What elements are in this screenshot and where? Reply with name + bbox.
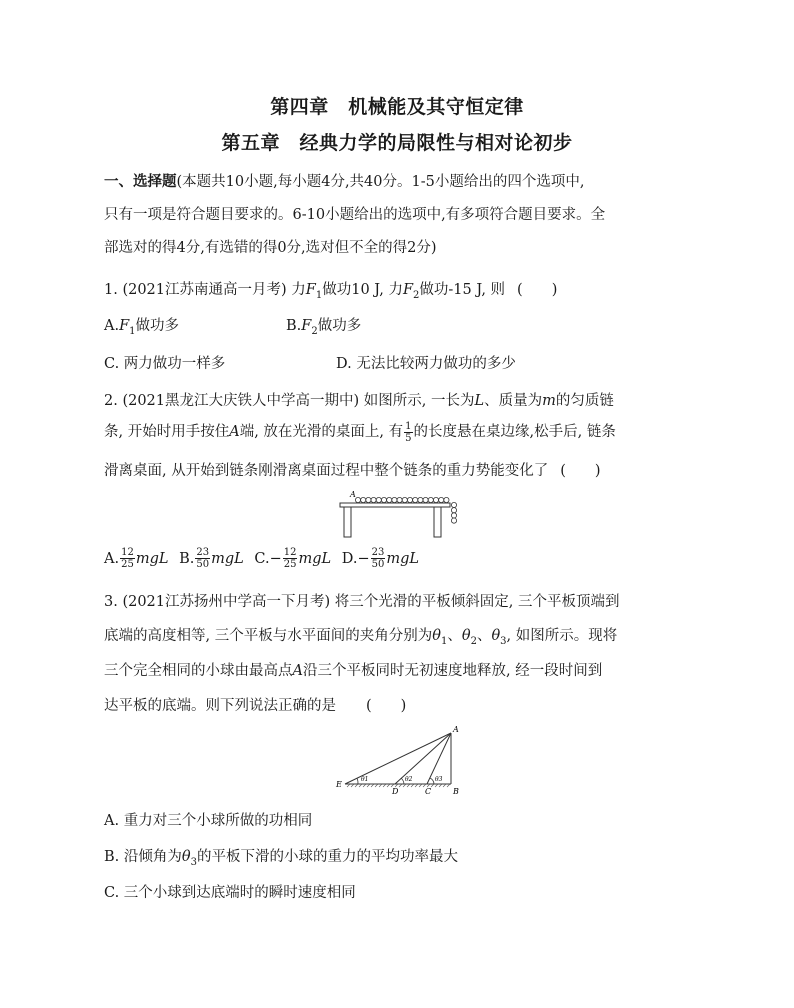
- q3-option-b-text-2: 的平板下滑的小球的重力的平均功率最大: [196, 849, 458, 865]
- q3-theta-3-sub: 3: [500, 635, 507, 647]
- chain-link: [376, 497, 381, 502]
- q3-sep-1: 、: [447, 628, 462, 644]
- q2-fraction-num: 1: [405, 420, 412, 432]
- q3-option-b-theta: θ: [181, 849, 191, 865]
- q1-option-a-sub: 1: [129, 325, 136, 337]
- fig-label-e: E: [336, 780, 342, 789]
- q1-mid-2: 做功-15 J, 则: [419, 282, 506, 298]
- q1-option-a-label: A.: [104, 318, 120, 334]
- q3-theta-1-sub: 1: [440, 635, 448, 647]
- q2-option-d-den: 50: [371, 559, 385, 570]
- q2-fraction: [404, 421, 412, 444]
- q1-stem: [104, 278, 704, 301]
- section-intro-line-2: 只有一项是符合题目要求的。6-10小题给出的选项中,有多项符合题目要求。全: [104, 207, 606, 223]
- q2-option-a: [104, 547, 169, 570]
- q3-stem-line-4: [104, 694, 704, 715]
- q1-option-a-text: 做功多: [135, 318, 180, 334]
- q2-figure-label-a: A: [350, 490, 356, 499]
- chain-link-hanging: [451, 502, 456, 507]
- q3-stem-line-3: [104, 659, 704, 680]
- q2-answer-bracket: ( ): [560, 463, 601, 479]
- q2-option-b-fraction: [195, 547, 210, 570]
- table-leg-left: [344, 507, 351, 537]
- q2-text-2: 、质量为: [484, 393, 543, 409]
- q2-option-d-expr: mgL: [386, 550, 420, 567]
- chain-link: [392, 497, 397, 502]
- q1-f1-sub: 1: [315, 289, 323, 301]
- chain-link: [402, 497, 407, 502]
- q1-option-c: C. 两力做功一样多: [104, 356, 226, 372]
- q2-text-5: 端, 放在光滑的桌面上, 有: [239, 424, 404, 440]
- section-intro-line-3: 部选对的得4分,有选错的得0分,选对但不全的得2分): [104, 240, 437, 256]
- q2-text-3: 的匀质链: [555, 393, 614, 409]
- q1-option-b-label: B.: [286, 318, 302, 334]
- section-intro-text-1: (本题共10小题,每小题4分,共40分。1-5小题给出的四个选项中,: [176, 174, 585, 190]
- chain-link: [428, 497, 433, 502]
- q1-option-d: D. 无法比较两力做功的多少: [336, 356, 516, 372]
- chain-link: [418, 497, 423, 502]
- q2-option-c-num: 12: [283, 547, 297, 558]
- chain-link: [397, 497, 402, 502]
- angle-arc-1: [357, 778, 358, 784]
- q2-stem-line-1: [104, 389, 704, 410]
- chain-link: [371, 497, 376, 502]
- q1-option-b: [286, 314, 361, 337]
- chain-link: [439, 497, 444, 502]
- q2-var-l: L: [474, 393, 485, 409]
- q2-option-a-den: 25: [121, 559, 134, 570]
- chain-link: [387, 497, 392, 502]
- q3-text-2: , 如图所示。现将: [506, 628, 618, 644]
- q1-f2-var: F: [402, 282, 414, 298]
- q2-option-a-num: 12: [121, 547, 134, 558]
- q3-stem-line-1: 3. (2021江苏扬州中学高一下月考) 将三个光滑的平板倾斜固定, 三个平板顶端到: [104, 594, 620, 610]
- q2-option-b-num: 23: [196, 547, 210, 558]
- q2-stem-line-3: [104, 459, 704, 480]
- q3-text-3: 三个完全相同的小球由最高点: [104, 663, 293, 679]
- q3-text-5: 达平板的底端。则下列说法正确的是: [104, 698, 336, 714]
- chain-link: [413, 497, 418, 502]
- fig-label-d: D: [392, 787, 399, 796]
- q2-option-d-fraction: [371, 547, 386, 570]
- chain-link: [407, 497, 412, 502]
- chain-link: [355, 497, 360, 502]
- chain-link: [423, 497, 428, 502]
- q2-option-a-label: A.: [104, 550, 120, 567]
- table-top: [340, 503, 450, 507]
- q2-options: [104, 547, 419, 570]
- q3-text-4: 沿三个平板同时无初速度地释放, 经一段时间到: [302, 663, 603, 679]
- section-heading: 一、选择题: [104, 174, 177, 190]
- q1-prefix: 1. (2021江苏南通高一月考) 力: [104, 282, 306, 298]
- q1-option-b-text: 做功多: [317, 318, 362, 334]
- chain-link: [433, 497, 438, 502]
- q2-fraction-den: 5: [405, 432, 412, 444]
- q3-sep-2: 、: [476, 628, 492, 644]
- q3-theta-3: θ: [491, 628, 501, 644]
- q1-option-b-sub: 2: [311, 325, 318, 337]
- q3-option-a: A. 重力对三个小球所做的功相同: [104, 813, 313, 829]
- fig-label-c: C: [425, 787, 432, 796]
- chain-link-hanging: [451, 518, 456, 523]
- q2-option-d-num: 23: [371, 547, 385, 558]
- q2-option-b-expr: mgL: [211, 550, 244, 567]
- fig-label-a: A: [453, 725, 459, 734]
- chain-link: [444, 497, 449, 502]
- q2-option-c-label: C.−: [254, 550, 282, 567]
- q2-option-c-den: 25: [283, 559, 297, 570]
- q1-option-b-var: F: [301, 318, 312, 334]
- fig-label-b: B: [453, 787, 459, 796]
- q2-text-1: 2. (2021黑龙江大庆铁人中学高一期中) 如图所示, 一长为: [104, 393, 475, 409]
- fig-theta-3: θ3: [435, 776, 443, 783]
- q2-stem-line-2: [104, 420, 704, 444]
- q2-option-b-den: 50: [196, 559, 210, 570]
- q2-option-c-fraction: [283, 547, 298, 570]
- q1-answer-bracket: ( ): [517, 282, 558, 298]
- q1-f2-sub: 2: [413, 289, 420, 301]
- q1-option-a: [104, 314, 179, 337]
- q3-theta-2-sub: 2: [470, 635, 477, 647]
- q2-chain-table-figure: [336, 488, 466, 544]
- q3-inclined-planes-figure: [334, 724, 464, 796]
- q3-text-1: 底端的高度相等, 三个平板与水平面间的夹角分别为: [104, 628, 433, 644]
- q2-option-a-expr: mgL: [135, 550, 169, 567]
- chain-link-hanging: [451, 508, 456, 513]
- fig-theta-1: θ1: [361, 776, 369, 783]
- chain-link-hanging: [451, 513, 456, 518]
- q2-option-a-fraction: [120, 547, 135, 570]
- q3-option-b: [104, 845, 704, 868]
- chain-link: [381, 497, 386, 502]
- q2-option-c: [254, 547, 332, 570]
- q2-var-m: m: [542, 393, 556, 409]
- q2-option-d-label: D.−: [341, 550, 370, 567]
- angle-arc-3: [430, 778, 434, 784]
- q2-text-7: 滑离桌面, 从开始到链条刚滑离桌面过程中整个链条的重力势能变化了: [104, 463, 549, 479]
- q2-text-6: 的长度悬在桌边缘,松手后, 链条: [413, 424, 616, 440]
- q1-mid-1: 做功10 J, 力: [322, 282, 403, 298]
- q3-option-c: C. 三个小球到达底端时的瞬时速度相同: [104, 885, 356, 901]
- q3-theta-1: θ: [432, 628, 441, 644]
- angle-arc-2: [401, 778, 404, 784]
- chapter-5-title: 第五章 经典力学的局限性与相对论初步: [221, 132, 573, 154]
- q2-option-b-label: B.: [179, 550, 195, 567]
- table-leg-right: [434, 507, 441, 537]
- q3-stem-line-2: [104, 624, 704, 647]
- chapter-4-title: 第四章 机械能及其守恒定律: [270, 96, 524, 118]
- q2-option-d: [341, 547, 420, 570]
- plane-ad: [395, 733, 451, 784]
- section-intro-line-1: [104, 170, 704, 191]
- chain-link: [361, 497, 366, 502]
- q2-option-c-expr: mgL: [298, 550, 332, 567]
- q3-answer-bracket: ( ): [366, 698, 407, 714]
- q3-option-b-sub: 3: [190, 856, 197, 868]
- q2-text-4: 条, 开始时用手按住: [104, 424, 230, 440]
- chain-link: [366, 497, 371, 502]
- q3-var-a: A: [292, 663, 303, 679]
- q1-f1-var: F: [305, 282, 316, 298]
- q3-option-b-text-1: B. 沿倾角为: [104, 849, 182, 865]
- q2-var-a: A: [229, 424, 240, 440]
- q3-theta-2: θ: [461, 628, 471, 644]
- q1-option-a-var: F: [119, 318, 130, 334]
- fig-theta-2: θ2: [405, 776, 413, 783]
- q2-option-b: [179, 547, 244, 570]
